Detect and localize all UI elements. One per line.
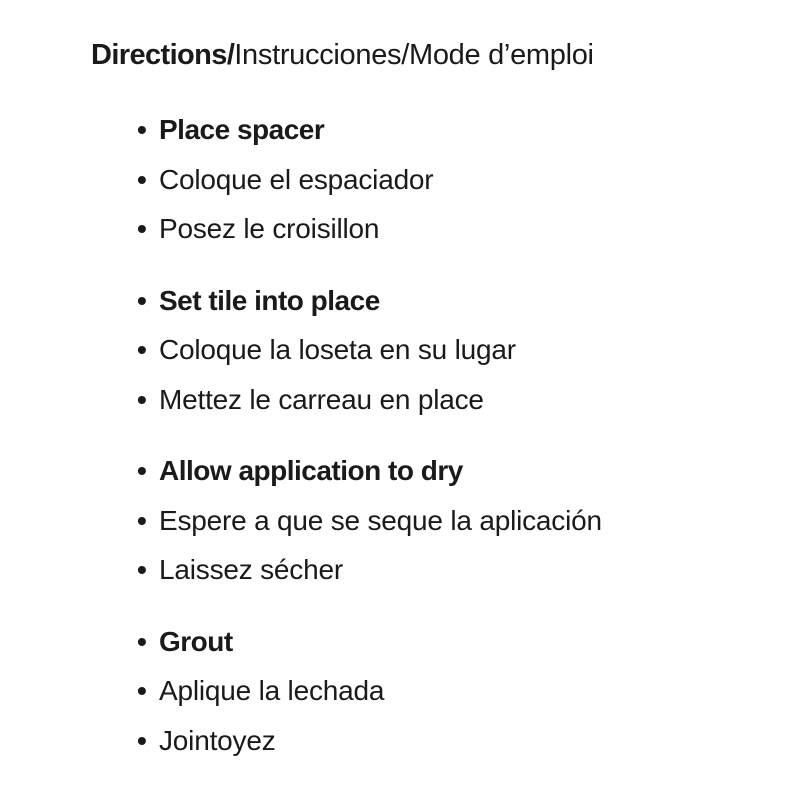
step-spanish [137,666,777,716]
directions-list [137,105,777,765]
step-english [137,105,777,155]
step-label-fr: Jointoyez [159,724,276,756]
step-allow-dry [137,446,777,595]
step-label-fr: Posez le croisillon [159,213,380,244]
step-english [137,446,777,496]
bullet-icon: • [137,504,147,536]
step-french [137,545,777,595]
bullet-icon: • [137,114,147,145]
step-label-es: Aplique la lechada [159,675,385,706]
step-place-spacer [137,105,777,254]
bullet-icon: • [137,383,147,415]
step-french [137,716,777,766]
step-label-en: Allow application to dry [159,455,463,486]
bullet-icon: • [137,163,147,195]
step-english [137,276,777,326]
bullet-icon: • [137,284,147,316]
step-french [137,204,777,254]
directions-heading [91,36,594,74]
step-label-en: Grout [159,625,233,657]
step-french [137,375,777,425]
bullet-icon: • [137,213,147,244]
step-spanish [137,325,777,375]
bullet-icon: • [137,334,147,365]
heading-translations: Instrucciones/Mode d’emploi [234,39,594,71]
step-label-en: Set tile into place [159,284,380,316]
step-label-es: Coloque la loseta en su lugar [159,334,516,365]
step-label-fr: Mettez le carreau en place [159,383,484,415]
step-label-es: Espere a que se seque la aplicación [159,504,602,536]
bullet-icon: • [137,675,147,706]
step-spanish [137,496,777,546]
step-grout [137,617,777,766]
step-spanish [137,155,777,205]
bullet-icon: • [137,625,147,657]
bullet-icon: • [137,554,147,585]
step-label-es: Coloque el espaciador [159,163,434,195]
step-label-en: Place spacer [159,114,325,145]
bullet-icon: • [137,724,147,756]
bullet-icon: • [137,455,147,486]
heading-english: Directions/ [91,39,235,71]
step-set-tile [137,276,777,425]
step-label-fr: Laissez sécher [159,554,343,585]
step-english [137,617,777,667]
